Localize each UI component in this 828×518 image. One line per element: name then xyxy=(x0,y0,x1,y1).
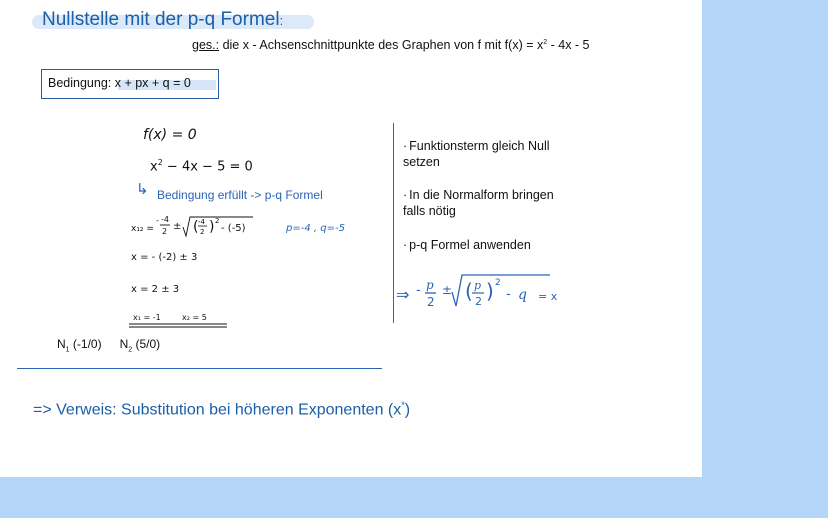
svg-text:2: 2 xyxy=(200,228,205,236)
verweis-link[interactable]: => Verweis: Substitution bei höheren Exponenten (x*) xyxy=(33,400,411,419)
zeros-line xyxy=(57,337,160,353)
hook-arrow-icon: ↳ xyxy=(136,181,149,198)
step-3: · p-q Formel anwenden xyxy=(403,238,531,252)
svg-text:-4: -4 xyxy=(161,215,169,224)
page-title: Nullstelle mit der p-q Formel: xyxy=(42,9,284,30)
bottom-band xyxy=(0,477,702,518)
hw-x12-label: x₁₂ = xyxy=(131,224,154,234)
hw-x2-result: x₂ = 5 xyxy=(182,313,207,322)
hw-double-underline xyxy=(128,322,230,330)
hw-pq-formula-numeric xyxy=(155,212,260,242)
svg-text:-4: -4 xyxy=(198,218,205,226)
pq-general-formula xyxy=(414,272,554,312)
svg-text:- (-5): - (-5) xyxy=(221,223,246,234)
vertical-divider xyxy=(393,123,394,323)
svg-text:p: p xyxy=(426,278,434,292)
ges-line: ges.: die x - Achsenschnittpunkte des Graphen von f mit $f(x) = x^2 - 4x - 5$ xyxy=(192,38,590,52)
condition-text: Bedingung: x + px + q = 0 xyxy=(48,76,191,90)
ges-text: die x - Achsenschnittpunkte des Graphen von f mit f(x) = x xyxy=(219,38,544,52)
svg-text:2: 2 xyxy=(215,217,220,225)
hw-x1-result: x₁ = -1 xyxy=(133,313,161,322)
formula-tail: = x xyxy=(538,290,558,303)
zero-n2: $N_2$ (5/0) xyxy=(119,337,161,354)
horizontal-divider xyxy=(17,368,382,369)
svg-text:2: 2 xyxy=(162,227,168,236)
svg-text:2: 2 xyxy=(495,278,501,288)
step-2: · In die Normalform bringen falls nötig xyxy=(403,188,554,218)
hw-pq-values: p=-4 , q=-5 xyxy=(286,223,345,234)
svg-text:q: q xyxy=(518,287,527,303)
hw-equation: $x^2 - 4x - 5 = 0$ xyxy=(150,158,253,175)
svg-text:(: ( xyxy=(193,219,199,235)
zero-n1: $N_1$ (-1/0) xyxy=(57,337,102,354)
svg-text:): ) xyxy=(209,219,215,235)
formula-arrow: ⇒ xyxy=(396,285,410,304)
svg-text:p: p xyxy=(474,279,482,292)
step-1: · Funktionsterm gleich Null setzen xyxy=(403,139,550,169)
svg-text:-: - xyxy=(156,216,159,225)
svg-text:2: 2 xyxy=(475,295,482,308)
svg-text:-: - xyxy=(506,287,511,302)
svg-text:(: ( xyxy=(465,279,473,303)
hw-fx-zero: f(x) = 0 xyxy=(143,127,197,143)
ges-label: ges.: xyxy=(192,38,220,52)
svg-text:2: 2 xyxy=(427,295,435,309)
hw-x-step2: x = - (-2) ± 3 xyxy=(131,252,198,263)
svg-text:): ) xyxy=(486,279,494,303)
svg-text:±: ± xyxy=(173,221,182,232)
svg-text:±: ± xyxy=(442,283,453,297)
condition-fulfilled: Bedingung erfüllt -> p-q Formel xyxy=(157,188,323,202)
side-panel xyxy=(702,0,828,518)
svg-text:-: - xyxy=(416,283,421,298)
hw-x-step3: x = 2 ± 3 xyxy=(131,284,180,295)
